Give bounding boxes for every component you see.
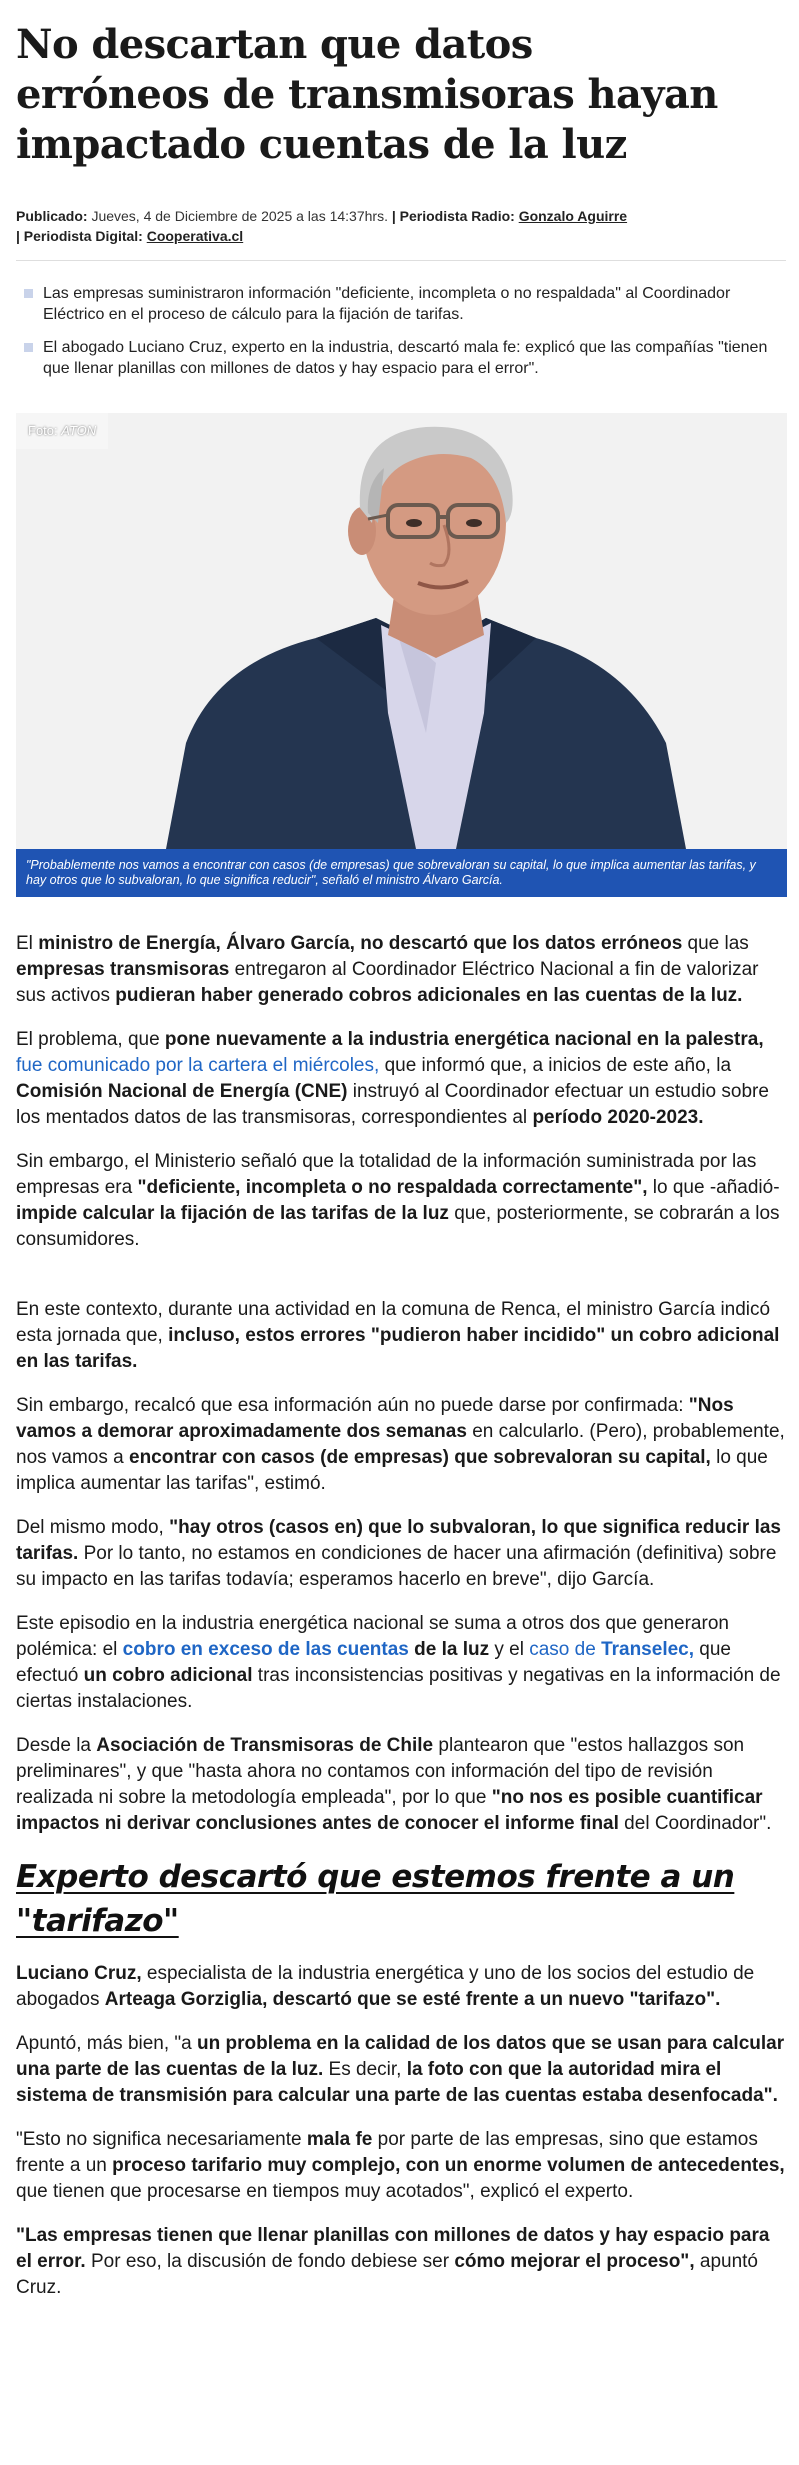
text: lo que implica aumentar las tarifas", estimó. (16, 1447, 768, 1494)
paragraph (16, 2223, 788, 2301)
photo-credit-source: ATON (61, 423, 97, 438)
bold-text: Asociación de Transmisoras de Chile (96, 1735, 434, 1756)
paragraph (16, 1611, 788, 1715)
text: El problema, que (16, 1029, 165, 1050)
text: que tienen que procesarse en tiempos muy acotados", explicó el experto. (16, 2181, 634, 2202)
bold-text: cómo mejorar el proceso", (454, 2251, 695, 2272)
bold-text: "Nos vamos a demorar aproximadamente dos semanas (16, 1395, 734, 1442)
photo-illustration (16, 413, 787, 849)
text: y el (489, 1639, 530, 1660)
ministry-announcement-link[interactable]: fue comunicado por la cartera el miércoles, (16, 1055, 380, 1076)
text: que, posteriormente, se cobrarán a los consumidores. (16, 1203, 780, 1250)
paragraph (16, 1027, 788, 1131)
radio-journalist-link[interactable]: Gonzalo Aguirre (518, 208, 628, 224)
bold-text: impide calcular la fijación de las tarifas de la luz (16, 1203, 449, 1224)
text: Es decir, (323, 2059, 407, 2080)
bold-text: "no nos es posible cuantificar impactos ni derivar conclusiones antes de conocer el informe final (16, 1787, 763, 1834)
published-label: Publicado: (16, 208, 88, 224)
text: Este episodio en la industria energética nacional se suma a otros dos que generaron polémica: el (16, 1613, 729, 1660)
text: El (16, 933, 39, 954)
bold-text: proceso tarifario muy complejo, con un enorme volumen de antecedentes, (112, 2155, 785, 2176)
paragraph (16, 1393, 788, 1497)
transelec-case-link[interactable]: Transelec, (601, 1639, 695, 1660)
text: que efectuó (16, 1639, 731, 1686)
digital-journalist-label: | Periodista Digital: (16, 228, 143, 244)
photo-credit (16, 413, 108, 449)
bold-text: Luciano Cruz, (16, 1963, 142, 1984)
text: apuntó Cruz. (16, 2251, 759, 2298)
bold-text: Comisión Nacional de Energía (CNE) (16, 1081, 348, 1102)
photo-caption: "Probablemente nos vamos a encontrar con casos (de empresas) que sobrevaloran su capital, lo que implica aumentar las tarifas, y hay otros que lo subvaloran, lo que significa reducir", señaló el ministro Álvaro García. (16, 849, 787, 897)
article-body (16, 931, 788, 2301)
paragraph (16, 931, 788, 1009)
digital-journalist-link[interactable]: Cooperativa.cl (146, 228, 244, 244)
text: Por eso, la discusión de fondo debiese ser (85, 2251, 455, 2272)
summary-text: El abogado Luciano Cruz, experto en la industria, descartó mala fe: explicó que las compañías "tienen que llenar planillas con millones de datos y hay espacio para el error". (43, 339, 768, 377)
text: en calcularlo. (Pero), probablemente, nos vamos a (16, 1421, 785, 1468)
text: En este contexto, durante una actividad en la comuna de Renca, el ministro García indicó esta jornada que, (16, 1299, 771, 1346)
text: que las (682, 933, 749, 954)
text: instruyó al Coordinador efectuar un estudio sobre los mentados datos de las transmisoras, correspondientes al (16, 1081, 769, 1128)
paragraph (16, 1515, 788, 1593)
text: Sin embargo, recalcó que esa información aún no puede darse por confirmada: (16, 1395, 689, 1416)
text: que informó que, a inicios de este año, la (379, 1055, 732, 1076)
byline-divider (16, 260, 786, 261)
paragraph (16, 1961, 788, 2013)
bold-text: un problema en la calidad de los datos que se usan para calcular una parte de las cuentas de la luz. (16, 2033, 785, 2080)
bold-text: pudieran haber generado cobros adicionales en las cuentas de la luz. (115, 985, 743, 1006)
published-date: Jueves, 4 de Diciembre de 2025 a las 14:37hrs. (91, 208, 388, 224)
bold-text: encontrar con casos (de empresas) que sobrevaloran su capital, (129, 1447, 711, 1468)
article-figure (16, 413, 787, 897)
transelec-case-link[interactable]: caso de (529, 1639, 602, 1660)
article (16, 20, 799, 2301)
text: Desde la (16, 1735, 97, 1756)
paragraph (16, 1297, 788, 1375)
text: Del mismo modo, (16, 1517, 170, 1538)
text: Sin embargo, el Ministerio señaló que la totalidad de la información suministrada por las empresas era (16, 1151, 757, 1198)
bold-text: la foto con que la autoridad mira el sistema de transmisión para calcular una parte de las cuentas estaba desenfocada". (16, 2059, 778, 2106)
text: del Coordinador". (618, 1813, 772, 1834)
bold-text: Arteaga Gorziglia, descartó que se esté frente a un nuevo "tarifazo". (104, 1989, 721, 2010)
bold-text: incluso, estos errores "pudieron haber incidido" un cobro adicional en las tarifas. (16, 1325, 780, 1372)
paragraph (16, 2031, 788, 2109)
radio-journalist-label: | Periodista Radio: (391, 208, 515, 224)
bold-text: un cobro adicional (83, 1665, 253, 1686)
summary-item (16, 337, 776, 379)
text: especialista de la industria energética y uno de los socios del estudio de abogados (16, 1963, 755, 2010)
bold-text: empresas transmisoras (16, 959, 230, 980)
bold-text: pone nuevamente a la industria energética nacional en la palestra, (164, 1029, 764, 1050)
bold-text: mala fe (306, 2129, 373, 2150)
overcharge-article-link[interactable]: cobro en exceso de las cuentas (122, 1639, 409, 1660)
square-bullet-icon (24, 289, 33, 298)
text: por parte de las empresas, sino que estamos frente a un (16, 2129, 758, 2176)
paragraph (16, 2127, 788, 2205)
summary-item (16, 283, 776, 325)
paragraph (16, 1733, 788, 1837)
summary-text: Las empresas suministraron información "deficiente, incompleta o no respaldada" al Coordinador Eléctrico en el proceso de cálculo para la fijación de tarifas. (43, 285, 731, 323)
article-summary (16, 283, 776, 379)
article-byline (16, 206, 799, 246)
article-headline: No descartan que datos erróneos de transmisoras hayan impactado cuentas de la luz (16, 21, 718, 168)
bold-text: "deficiente, incompleta o no respaldada correctamente", (137, 1177, 648, 1198)
text: lo que -añadió- (647, 1177, 780, 1198)
paragraph (16, 1149, 788, 1253)
text: Por lo tanto, no estamos en condiciones de hacer una afirmación (definitiva) sobre su impacto en las tarifas todavía; esperamos hacerlo en breve", dijo García. (16, 1543, 777, 1590)
text: "Esto no significa necesariamente (16, 2129, 307, 2150)
bold-text: ministro de Energía, Álvaro García, no descartó que los datos erróneos (38, 933, 683, 954)
text: entregaron al Coordinador Eléctrico Nacional a fin de valorizar sus activos (16, 959, 759, 1006)
article-subheading: Experto descartó que estemos frente a un "tarifazo" (16, 1859, 735, 1939)
text: tras inconsistencias positivas y negativas en la información de ciertas instalaciones. (16, 1665, 781, 1712)
article-photo (16, 413, 787, 849)
text: plantearon que "estos hallazgos son preliminares", y que "hasta ahora no contamos con información del tipo de revisión realizada ni sobre la metodología empleada", por lo que (16, 1735, 745, 1808)
bold-text: de la luz (408, 1639, 490, 1660)
bold-text: "Las empresas tienen que llenar planillas con millones de datos y hay espacio para el error. (16, 2225, 770, 2272)
bold-text: "hay otros (casos en) que lo subvaloran, lo que significa reducir las tarifas. (16, 1517, 781, 1564)
bold-text: período 2020-2023. (532, 1107, 704, 1128)
square-bullet-icon (24, 343, 33, 352)
text: Apuntó, más bien, "a (16, 2033, 198, 2054)
photo-credit-label: Foto: (28, 423, 58, 438)
